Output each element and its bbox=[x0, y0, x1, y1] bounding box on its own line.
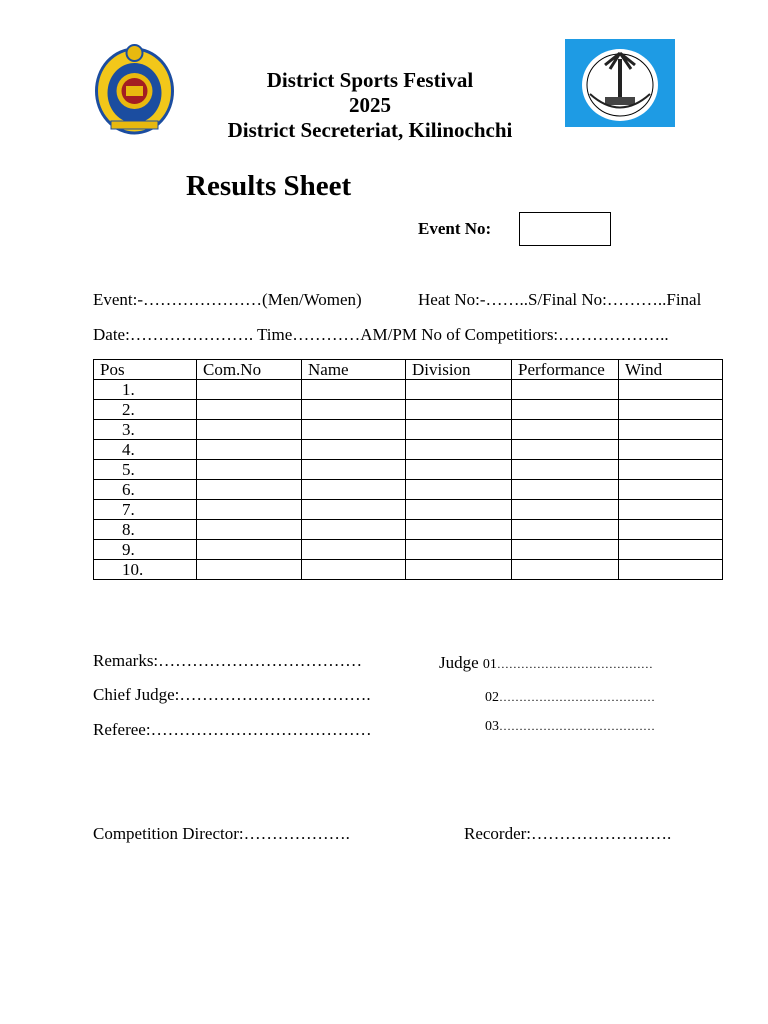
event-no-label: Event No: bbox=[418, 219, 492, 238]
com-no-cell[interactable] bbox=[197, 440, 302, 460]
remarks-field[interactable]: Remarks:……………………………… bbox=[93, 651, 363, 670]
position-cell: 7. bbox=[94, 500, 197, 520]
name-cell[interactable] bbox=[302, 400, 406, 420]
judge-3-line bbox=[485, 715, 655, 735]
performance-cell[interactable] bbox=[512, 540, 619, 560]
wind-cell[interactable] bbox=[619, 440, 723, 460]
judge-3-field[interactable]: ………………………………… bbox=[499, 719, 655, 733]
performance-cell[interactable] bbox=[512, 500, 619, 520]
com-no-cell[interactable] bbox=[197, 400, 302, 420]
position-cell: 1. bbox=[94, 380, 197, 400]
com-no-cell[interactable] bbox=[197, 500, 302, 520]
name-cell[interactable] bbox=[302, 460, 406, 480]
wind-cell[interactable] bbox=[619, 400, 723, 420]
com-no-cell[interactable] bbox=[197, 420, 302, 440]
event-no-field[interactable] bbox=[519, 212, 611, 246]
column-header-name: Name bbox=[302, 360, 406, 380]
wind-cell[interactable] bbox=[619, 460, 723, 480]
performance-cell[interactable] bbox=[512, 520, 619, 540]
performance-cell[interactable] bbox=[512, 400, 619, 420]
district-emblem-logo bbox=[565, 39, 675, 127]
position-cell: 4. bbox=[94, 440, 197, 460]
division-cell[interactable] bbox=[406, 440, 512, 460]
com-no-cell[interactable] bbox=[197, 520, 302, 540]
division-cell[interactable] bbox=[406, 400, 512, 420]
com-no-cell[interactable] bbox=[197, 460, 302, 480]
table-row bbox=[94, 560, 723, 580]
table-row bbox=[94, 460, 723, 480]
column-header-performance: Performance bbox=[512, 360, 619, 380]
name-cell[interactable] bbox=[302, 380, 406, 400]
position-cell: 9. bbox=[94, 540, 197, 560]
division-cell[interactable] bbox=[406, 460, 512, 480]
position-cell: 2. bbox=[94, 400, 197, 420]
position-cell: 10. bbox=[94, 560, 197, 580]
table-row bbox=[94, 540, 723, 560]
name-cell[interactable] bbox=[302, 420, 406, 440]
division-cell[interactable] bbox=[406, 520, 512, 540]
division-cell[interactable] bbox=[406, 540, 512, 560]
division-cell[interactable] bbox=[406, 380, 512, 400]
name-cell[interactable] bbox=[302, 540, 406, 560]
wind-cell[interactable] bbox=[619, 540, 723, 560]
table-row bbox=[94, 480, 723, 500]
table-header-row bbox=[94, 360, 723, 380]
judge-1-number: 01 bbox=[482, 657, 497, 672]
judge-1-field[interactable]: ………………………………… bbox=[496, 657, 653, 671]
wind-cell[interactable] bbox=[619, 520, 723, 540]
name-cell[interactable] bbox=[302, 500, 406, 520]
referee-field[interactable]: Referee:………………………………… bbox=[93, 720, 372, 739]
com-no-cell[interactable] bbox=[197, 380, 302, 400]
results-table bbox=[93, 359, 723, 580]
header-line-1: District Sports Festival bbox=[266, 68, 474, 92]
division-cell[interactable] bbox=[406, 500, 512, 520]
chief-judge-field[interactable]: Chief Judge:……………………………. bbox=[93, 685, 371, 704]
table-row bbox=[94, 380, 723, 400]
header-line-3: District Secreteriat, Kilinochchi bbox=[227, 118, 513, 142]
competition-director-field[interactable]: Competition Director:………………. bbox=[93, 824, 350, 843]
judge-2-number: 02 bbox=[485, 690, 499, 705]
judge-3-number: 03 bbox=[485, 719, 499, 734]
column-header-wind: Wind bbox=[619, 360, 723, 380]
judge-label-text: Judge bbox=[439, 653, 479, 672]
com-no-cell[interactable] bbox=[197, 540, 302, 560]
judge-2-field[interactable]: ………………………………… bbox=[499, 690, 655, 704]
performance-cell[interactable] bbox=[512, 440, 619, 460]
judge-label bbox=[439, 653, 653, 673]
name-cell[interactable] bbox=[302, 440, 406, 460]
performance-cell[interactable] bbox=[512, 480, 619, 500]
wind-cell[interactable] bbox=[619, 480, 723, 500]
performance-cell[interactable] bbox=[512, 420, 619, 440]
performance-cell[interactable] bbox=[512, 380, 619, 400]
event-field[interactable]: Event:-…………………(Men/Women) bbox=[93, 290, 362, 309]
name-cell[interactable] bbox=[302, 480, 406, 500]
name-cell[interactable] bbox=[302, 520, 406, 540]
wind-cell[interactable] bbox=[619, 560, 723, 580]
performance-cell[interactable] bbox=[512, 560, 619, 580]
column-header-division: Division bbox=[406, 360, 512, 380]
recorder-field[interactable]: Recorder:……………………. bbox=[464, 824, 672, 843]
column-header-com-no: Com.No bbox=[197, 360, 302, 380]
table-row bbox=[94, 440, 723, 460]
page-header bbox=[190, 68, 550, 143]
com-no-cell[interactable] bbox=[197, 480, 302, 500]
table-row bbox=[94, 500, 723, 520]
table-row bbox=[94, 520, 723, 540]
heat-field[interactable]: Heat No:-……..S/Final No:………..Final bbox=[418, 290, 702, 309]
sri-lanka-emblem-logo bbox=[93, 41, 176, 135]
table-row bbox=[94, 420, 723, 440]
date-time-competitors-field[interactable]: Date:…………………. Time…………AM/PM No of Competitiors:……………….. bbox=[93, 325, 669, 344]
division-cell[interactable] bbox=[406, 560, 512, 580]
column-header-pos: Pos bbox=[94, 360, 197, 380]
position-cell: 5. bbox=[94, 460, 197, 480]
performance-cell[interactable] bbox=[512, 460, 619, 480]
division-cell[interactable] bbox=[406, 480, 512, 500]
position-cell: 6. bbox=[94, 480, 197, 500]
wind-cell[interactable] bbox=[619, 500, 723, 520]
judge-2-line bbox=[485, 686, 655, 706]
position-cell: 8. bbox=[94, 520, 197, 540]
page-title: Results Sheet bbox=[186, 170, 352, 202]
header-line-2: 2025 bbox=[349, 93, 391, 117]
table-row bbox=[94, 400, 723, 420]
division-cell[interactable] bbox=[406, 420, 512, 440]
position-cell: 3. bbox=[94, 420, 197, 440]
com-no-cell[interactable] bbox=[197, 560, 302, 580]
name-cell[interactable] bbox=[302, 560, 406, 580]
wind-cell[interactable] bbox=[619, 380, 723, 400]
wind-cell[interactable] bbox=[619, 420, 723, 440]
